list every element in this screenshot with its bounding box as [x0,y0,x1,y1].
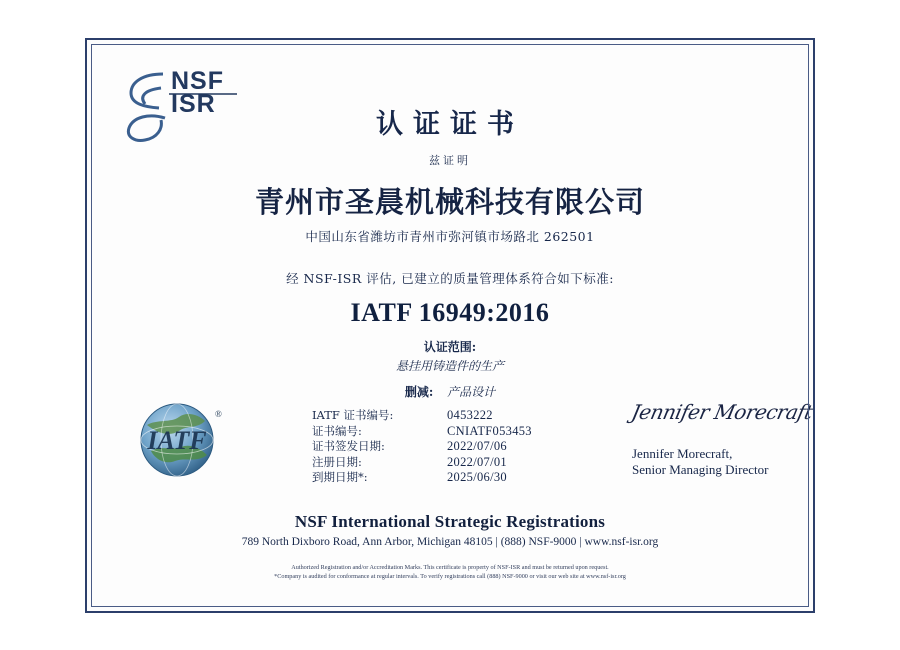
certificate-details [312,408,652,486]
signature-block [629,400,815,478]
company-address: 中国山东省潍坊市青州市弥河镇市场路北 262501 [305,229,595,244]
standard-name: IATF 16949:2016 [350,298,550,327]
detail-row [312,439,652,455]
detail-row [312,470,652,486]
detail-label: 证书编号: [312,423,362,438]
organization-name: NSF International Strategic Registrations [294,512,606,531]
certificate-border [85,38,815,613]
fineprint [87,563,813,581]
certificate-subtitle: 兹证明 [429,154,471,167]
detail-value: CNIATF053453 [447,423,532,438]
svg-text:NSF: NSF [171,67,224,95]
detail-value: 2022/07/01 [447,454,507,469]
detail-label: 到期日期*: [312,470,368,484]
detail-row [312,424,652,440]
certificate-title: 认证证书 [376,109,524,140]
signatory-name: Jennifer Morecraft, [632,446,733,461]
detail-label: IATF 证书编号: [312,408,394,422]
detail-label: 证书签发日期: [312,439,385,453]
company-name: 青州市圣晨机械科技有限公司 [254,185,645,219]
svg-text:IATF: IATF [147,426,207,455]
detail-row [312,455,652,471]
scope-value: 悬挂用铸造件的生产 [395,359,504,373]
fineprint-line-2: *Company is audited for conformance at regular intervals. To verify registrations call (888) NSF-9000 or visit our web site at www.nsf-isr.org [274,573,626,580]
scope-label: 认证范围: [423,340,477,354]
svg-text:ISR: ISR [171,90,216,118]
fineprint-line-1: Authorized Registration and/or Accreditation Marks. This certificate is property of NSF-ISR and must be returned upon request. [291,564,609,571]
organization-address: 789 North Dixboro Road, Ann Arbor, Michigan 48105 | (888) NSF-9000 | www.nsf-isr.org [241,536,659,548]
detail-value: 2022/07/06 [447,439,507,453]
signatory-title: Senior Managing Director [632,462,769,477]
detail-value: 2025/06/30 [447,470,507,484]
svg-text:®: ® [215,409,222,419]
signature-script: Jennifer Morecraft [629,400,815,424]
detail-value: 0453222 [447,408,493,422]
assessment-statement: 经 NSF-ISR 评估, 已建立的质量管理体系符合如下标准: [286,271,614,286]
certificate-content [87,40,813,611]
exclusion-value: 产品设计 [447,385,496,399]
exclusion-label: 删减: [404,385,434,399]
detail-row [312,408,652,424]
detail-label: 注册日期: [312,454,362,469]
iatf-globe-icon [127,395,232,485]
